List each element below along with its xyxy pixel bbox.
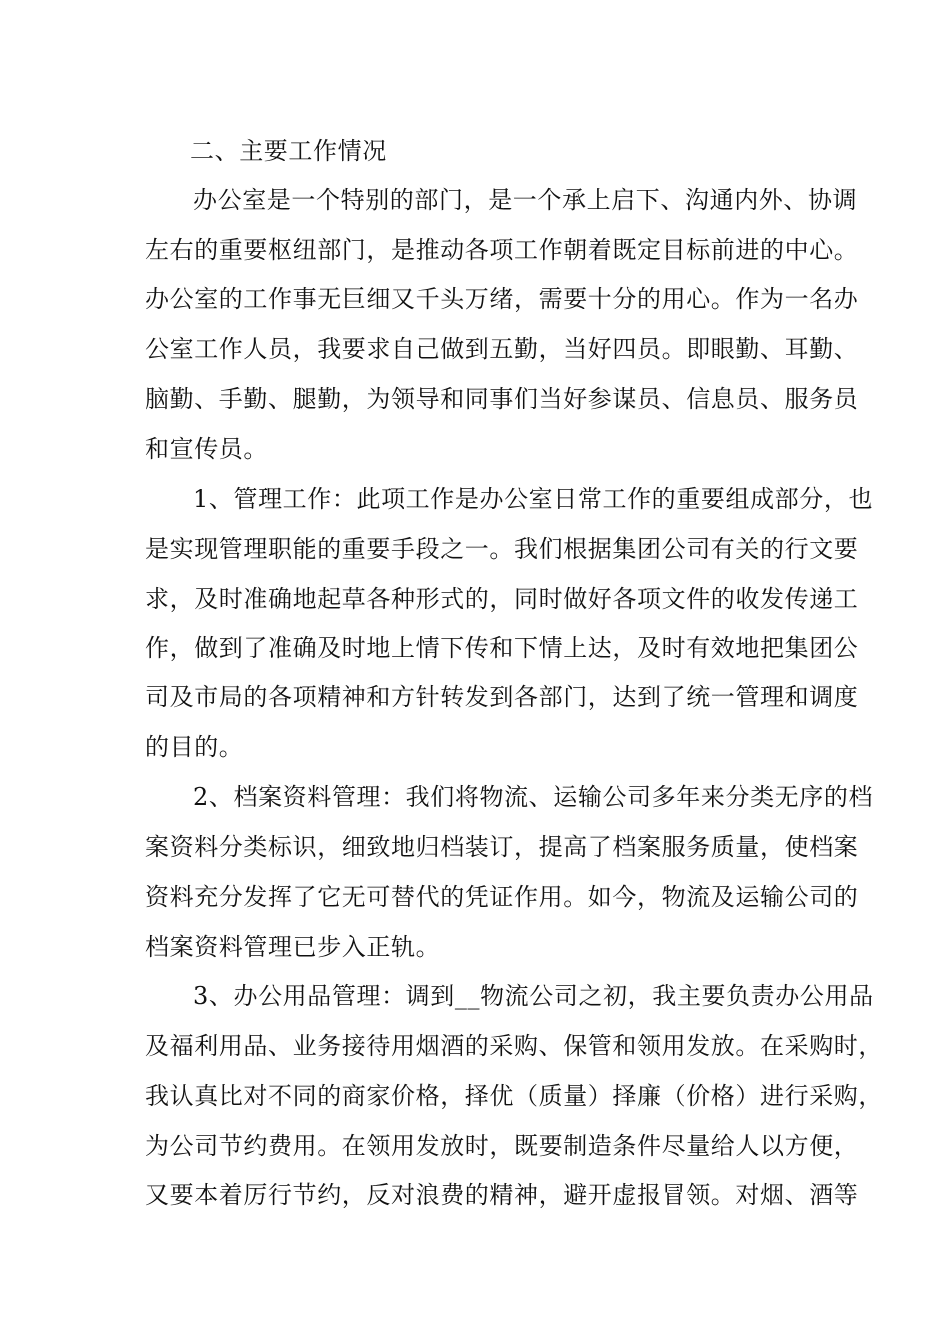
paragraph-line: 3、办公用品管理：调到__物流公司之初，我主要负责办公用品 (193, 982, 874, 1010)
paragraph-line: 档案资料管理已步入正轨。 (145, 933, 441, 961)
section-heading: 二、主要工作情况 (190, 137, 387, 165)
paragraph-line: 脑勤、手勤、腿勤，为领导和同事们当好参谋员、信息员、服务员 (145, 385, 859, 413)
paragraph-line: 为公司节约费用。在领用发放时，既要制造条件尽量给人以方便， (145, 1132, 859, 1160)
paragraph-line: 又要本着厉行节约，反对浪费的精神，避开虚报冒领。对烟、酒等 (145, 1181, 859, 1209)
paragraph-line: 及福利用品、业务接待用烟酒的采购、保管和领用发放。在采购时， (145, 1032, 883, 1060)
paragraph-line: 作，做到了准确及时地上情下传和下情上达，及时有效地把集团公 (145, 634, 859, 662)
paragraph-line: 和宣传员。 (145, 435, 268, 463)
paragraph-line: 我认真比对不同的商家价格，择优（质量）择廉（价格）进行采购， (145, 1082, 883, 1110)
paragraph-line: 办公室的工作事无巨细又千头万绪，需要十分的用心。作为一名办 (145, 285, 859, 313)
paragraph-line: 司及市局的各项精神和方针转发到各部门，达到了统一管理和调度 (145, 683, 859, 711)
paragraph-line: 的目的。 (145, 733, 244, 761)
paragraph-line: 1、管理工作：此项工作是办公室日常工作的重要组成部分，也 (193, 485, 874, 513)
paragraph-line: 2、档案资料管理：我们将物流、运输公司多年来分类无序的档 (193, 783, 874, 811)
paragraph-line: 左右的重要枢纽部门，是推动各项工作朝着既定目标前进的中心。 (145, 236, 859, 264)
paragraph-line: 求，及时准确地起草各种形式的，同时做好各项文件的收发传递工 (145, 585, 859, 613)
paragraph-line: 是实现管理职能的重要手段之一。我们根据集团公司有关的行文要 (145, 535, 859, 563)
paragraph-line: 公室工作人员，我要求自己做到五勤，当好四员。即眼勤、耳勤、 (145, 335, 859, 363)
paragraph-line: 资料充分发挥了它无可替代的凭证作用。如今，物流及运输公司的 (145, 883, 859, 911)
paragraph-line: 案资料分类标识，细致地归档装订，提高了档案服务质量，使档案 (145, 833, 859, 861)
paragraph-line: 办公室是一个特别的部门，是一个承上启下、沟通内外、协调 (193, 186, 858, 214)
